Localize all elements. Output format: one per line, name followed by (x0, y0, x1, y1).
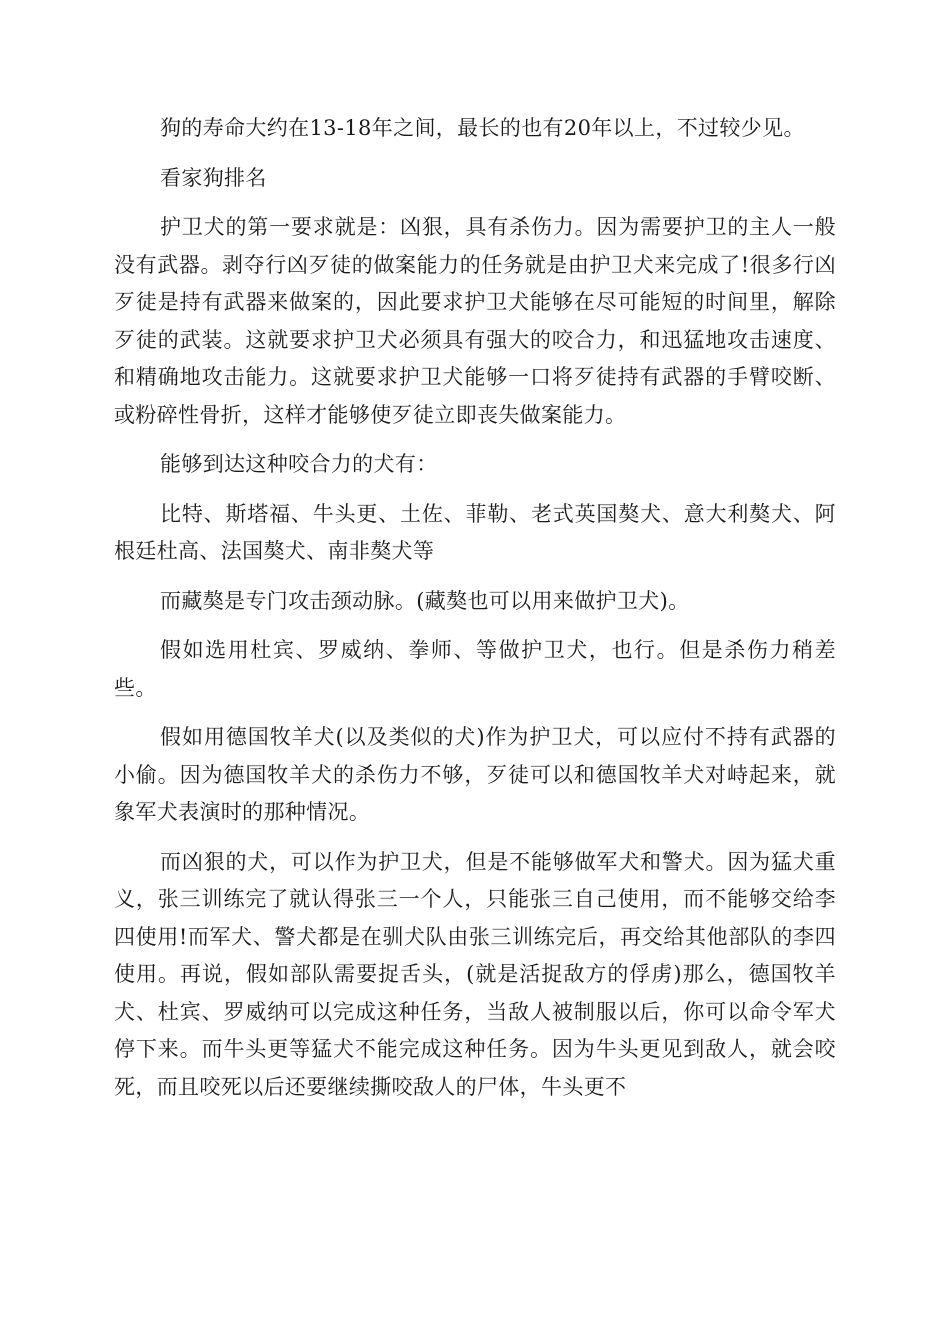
paragraph-guard-dog-requirements: 护卫犬的第一要求就是：凶狠，具有杀伤力。因为需要护卫的主人一般没有武器。剥夺行凶歹徒的做案能力的任务就是由护卫犬来完成了!很多行凶歹徒是持有武器来做案的，因此要求护卫犬能够在尽可能短的时间里，解除歹徒的武装。这就要求护卫犬必须具有强大的咬合力，和迅猛地攻击速度、和精确地攻击能力。这就要求护卫犬能够一口将歹徒持有武器的手臂咬断、或粉碎性骨折，这样才能够使歹徒立即丧失做案能力。 (114, 215, 836, 427)
paragraph-military-police-dogs: 而凶狠的犬，可以作为护卫犬，但是不能够做军犬和警犬。因为猛犬重义，张三训练完了就认得张三一个人，只能张三自己使用，而不能够交给李四使用!而军犬、警犬都是在驯犬队由张三训练完后，再交给其他部队的李四使用。再说，假如部队需要捉舌头，(就是活捉敌方的俘虏)那么，德国牧羊犬、杜宾、罗威纳可以完成这种任务，当敌人被制服以后，你可以命令军犬停下来。而牛头更等猛犬不能完成这种任务。因为牛头更见到敌人，就会咬死，而且咬死以后还要继续撕咬敌人的尸体，牛头更不 (114, 849, 836, 1099)
paragraph-german-shepherd: 假如用德国牧羊犬(以及类似的犬)作为护卫犬，可以应付不持有武器的小偷。因为德国牧羊犬的杀伤力不够，歹徒可以和德国牧羊犬对峙起来，就象军犬表演时的那种情况。 (114, 725, 836, 824)
paragraph-bite-force-intro: 能够到达这种咬合力的犬有： (160, 452, 438, 476)
document-body (114, 110, 836, 1118)
paragraph-doberman-rottweiler: 假如选用杜宾、罗威纳、拳师、等做护卫犬，也行。但是杀伤力稍差些。 (114, 638, 836, 700)
paragraph-tibetan-mastiff: 而藏獒是专门攻击颈动脉。(藏獒也可以用来做护卫犬)。 (160, 588, 690, 613)
paragraph-breed-list: 比特、斯塔福、牛头更、土佐、菲勒、老式英国獒犬、意大利獒犬、阿根廷杜高、法国獒犬、南非獒犬等 (114, 501, 836, 563)
section-heading-guard-dog-ranking: 看家狗排名 (160, 165, 267, 190)
paragraph-dog-lifespan: 狗的寿命大约在13-18年之间，最长的也有20年以上，不过较少见。 (160, 116, 805, 140)
